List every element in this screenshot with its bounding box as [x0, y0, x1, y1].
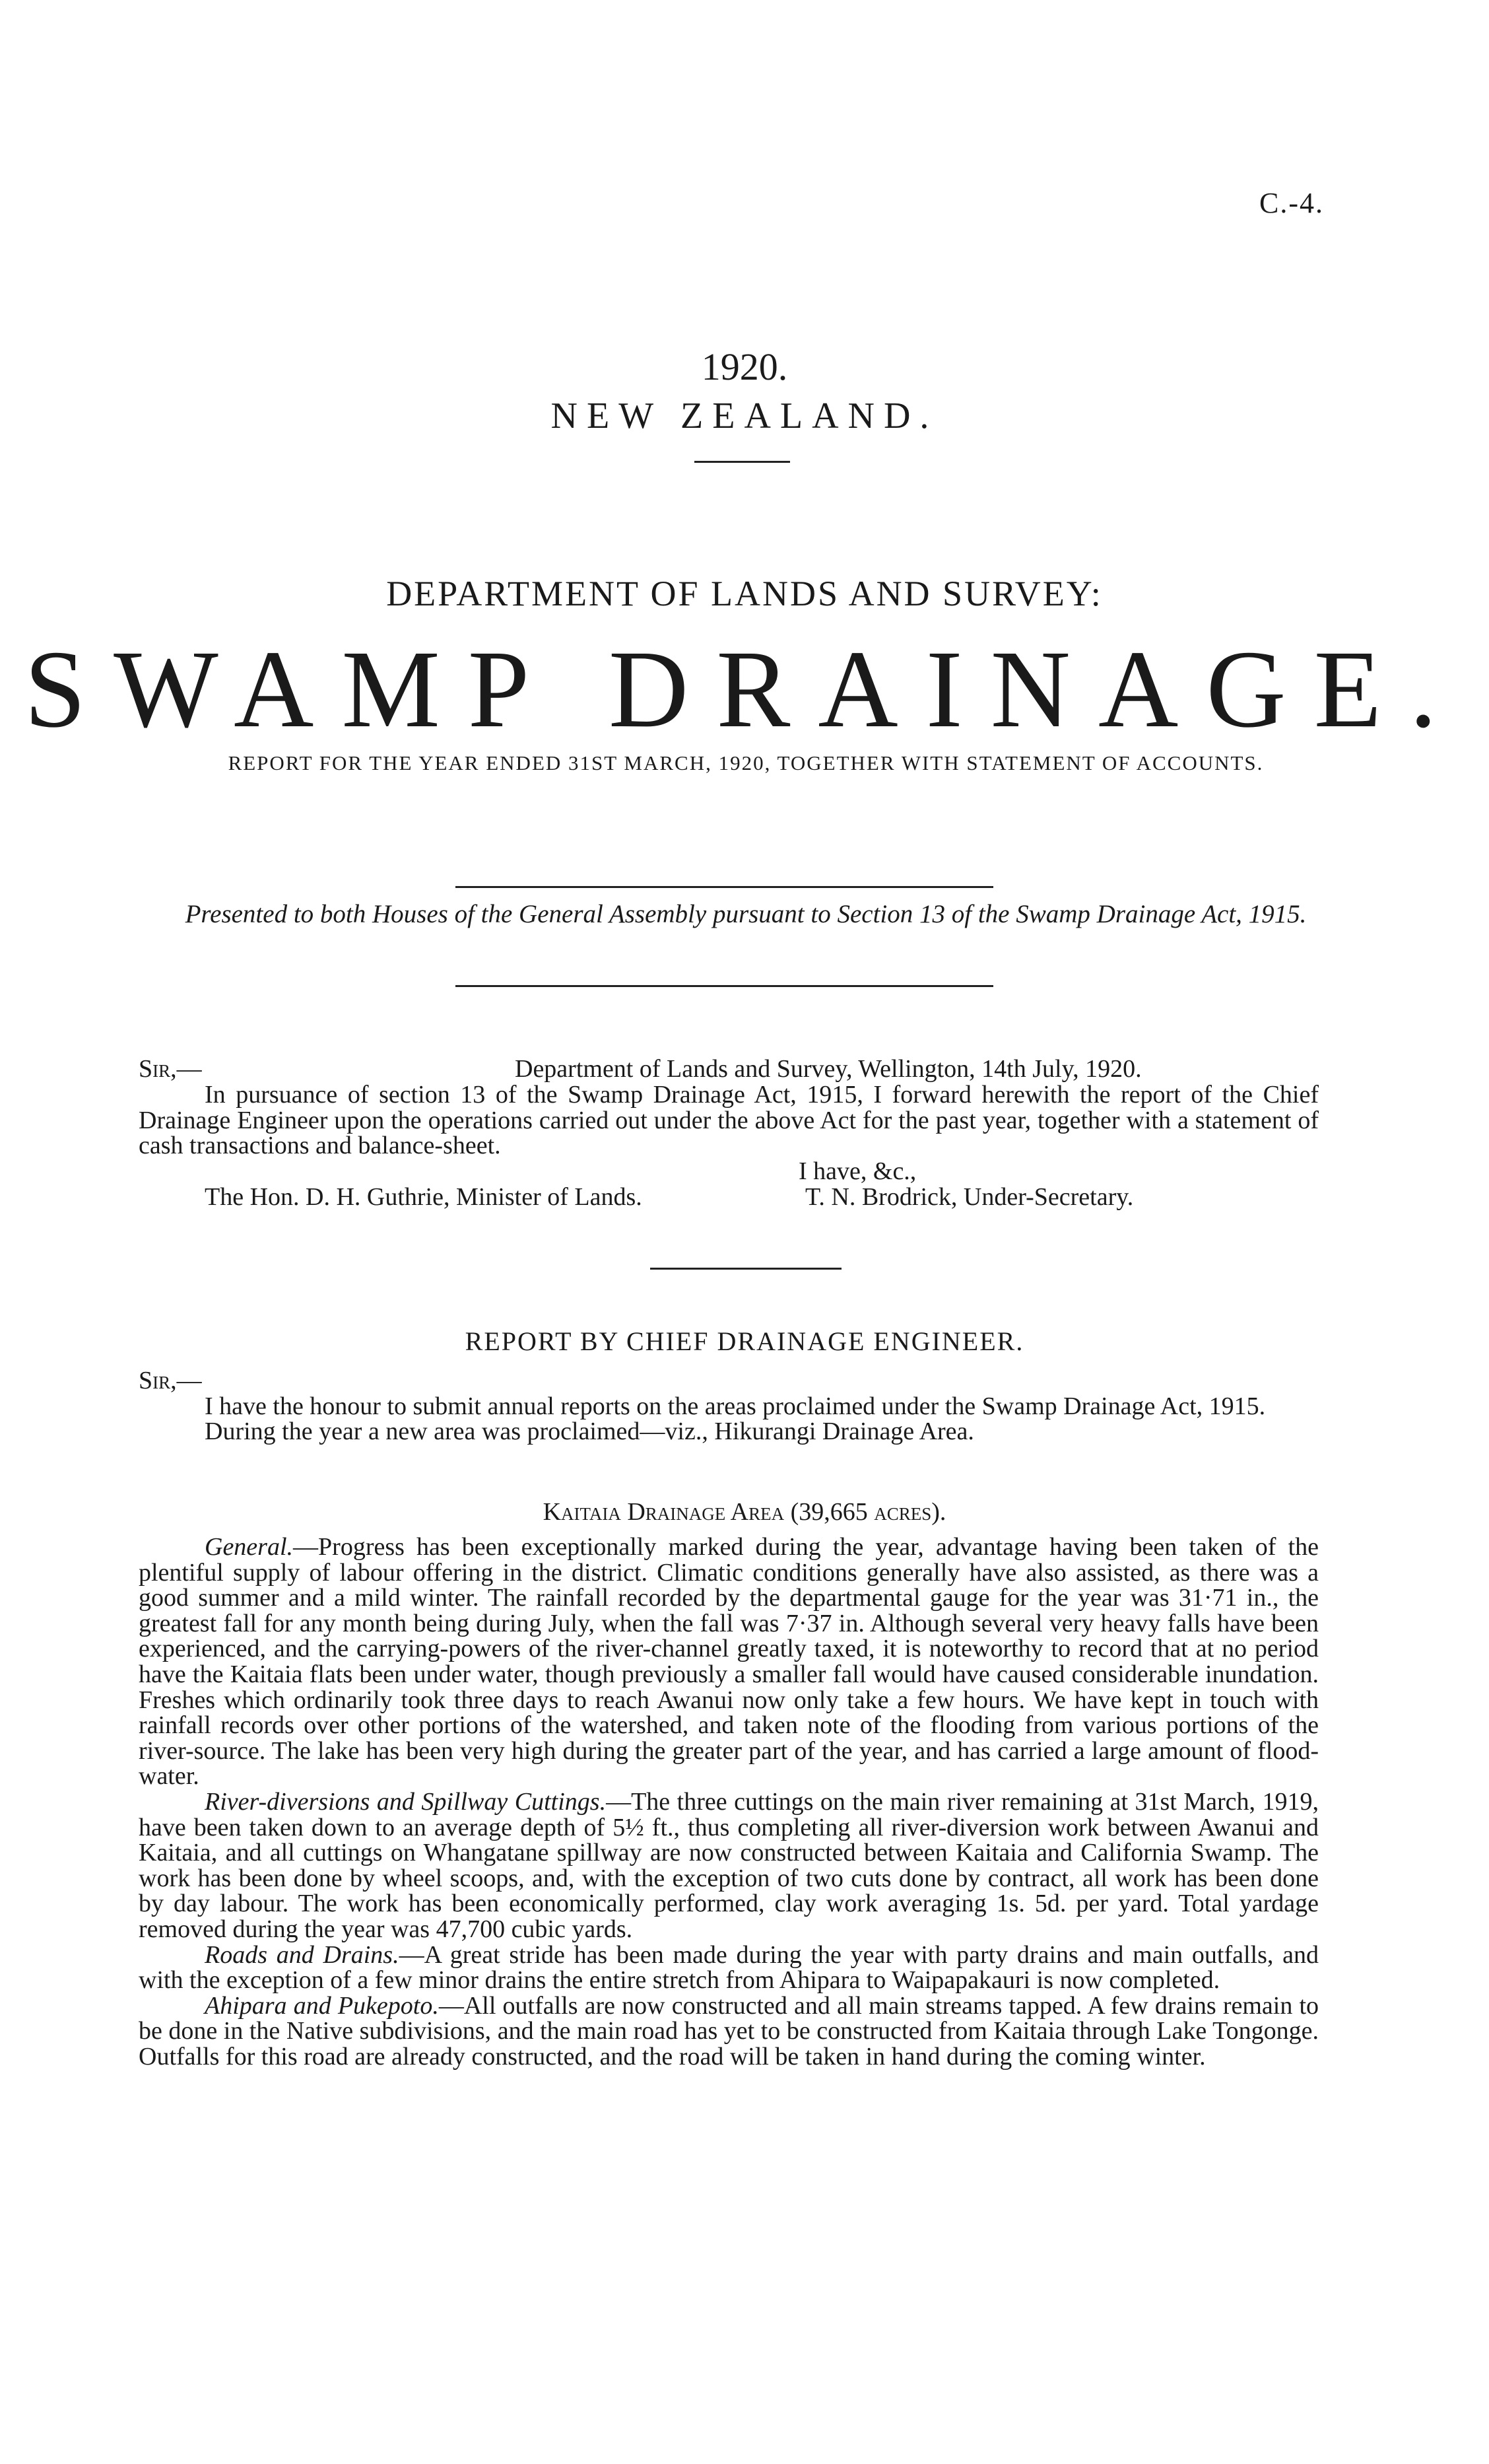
paper-code: C.-4. [1259, 187, 1324, 219]
subtitle: REPORT FOR THE YEAR ENDED 31ST MARCH, 1920, TOGETHER WITH STATEMENT OF ACCOUNTS. [228, 751, 1264, 774]
letter-divider [650, 1268, 842, 1270]
section-heading: Ahipara and Pukepoto. [205, 1991, 439, 2020]
section-roads-drains [139, 1942, 1319, 1993]
section-heading: Roads and Drains. [205, 1940, 399, 1969]
covering-letter [139, 1056, 1319, 1210]
letter-body: In pursuance of section 13 of the Swamp Drainage Act, 1915, I forward herewith the report of the Chief Drainage Engineer upon the operations carried out under the above Act for the past year, together with a statement of cash transactions and balance-sheet. [139, 1081, 1319, 1160]
year: 1920. [701, 345, 788, 388]
letter-signature: T. N. Brodrick, Under-Secretary. [805, 1182, 1134, 1211]
short-divider [694, 461, 790, 463]
presentation-note: Presented to both Houses of the General Assembly pursuant to Section 13 of the Swamp Drainage Act, 1915. [185, 900, 1307, 928]
letter-dateline: Department of Lands and Survey, Wellington, 14th July, 1920. [515, 1055, 1142, 1083]
section-general [139, 1534, 1319, 1789]
letter-salutation: Sir,— [139, 1055, 202, 1083]
section-text: —The three cuttings on the main river remaining at 31st March, 1919, have been taken down to an average depth of 5½ ft., thus completing all river-diversion work between Awanui and Kaitaia, and all cuttings on Whangatane spillway are now constructed between Kaitaia and California Swamp. The work has been done by wheel scoops, and, with the exception of two cuts done by contract, all work has been done by day labour. The work has been economically performed, clay work averaging 1s. 5d. per yard. Total yardage removed during the year was 47,700 cubic yards. [139, 1787, 1319, 1943]
letter-recipient: The Hon. D. H. Guthrie, Minister of Lands. [205, 1182, 642, 1211]
report-intro [139, 1368, 1319, 1445]
section-text: —All outfalls are now constructed and all main streams tapped. A few drains remain to be done in the Native subdivisions, and the main road has yet to be constructed from Kaitaia through Lake Tongonge. Outfalls for this road are already constructed, and the road will be taken in hand during the coming winter. [139, 1991, 1319, 2070]
divider-top [455, 886, 993, 888]
main-title: SWAMP DRAINAGE. [24, 628, 1465, 751]
section-text: —Progress has been exceptionally marked during the year, advantage having been taken of the plentiful supply of labour offering in the district. Climatic conditions generally have also assisted, as there was a good summer and a mild winter. The rainfall recorded by the departmental gauge for the year was 31·71 in., the greatest fall for any month being during July, when the fall was 7·37 in. Although several very heavy falls have been experienced, and the carrying-powers of the river-channel greatly taxed, it is noteworthy to record that at no period have the Kaitaia flats been under water, though previously a smaller fall would have caused considerable inundation. Freshes which ordinarily took three days to reach Awanui now only take a few hours. We have kept in touch with rainfall records over other portions of the watershed, and taken note of the flooding from various portions of the river-source. The lake has been very high during the greater part of the year, and has carried a large amount of flood-water. [139, 1533, 1319, 1791]
report-sections [139, 1534, 1319, 2069]
section-heading: River-diversions and Spillway Cuttings. [205, 1787, 607, 1816]
section-ahipara-pukepoto [139, 1993, 1319, 2070]
divider-bottom [455, 985, 993, 987]
letter-closing: I have, &c., [799, 1157, 917, 1185]
report-salutation: Sir,— [139, 1367, 202, 1394]
new-area-text: During the year a new area was proclaimed—viz., Hikurangi Drainage Area. [205, 1418, 974, 1446]
report-heading: REPORT BY CHIEF DRAINAGE ENGINEER. [465, 1326, 1024, 1356]
section-river-diversions [139, 1789, 1319, 1942]
section-text: —A great stride has been made during the year with party drains and main outfalls, and with the exception of a few minor drains the entire stretch from Ahipara to Waipapakauri is now completed. [139, 1940, 1319, 1995]
department-heading: DEPARTMENT OF LANDS AND SURVEY: [386, 574, 1103, 613]
area-title: Kaitaia Drainage Area (39,665 acres). [543, 1498, 946, 1526]
country: NEW ZEALAND. [550, 395, 939, 436]
section-heading: General. [205, 1533, 294, 1561]
report-intro-text: I have the honour to submit annual reports on the areas proclaimed under the Swamp Drainage Act, 1915. [205, 1392, 1266, 1420]
